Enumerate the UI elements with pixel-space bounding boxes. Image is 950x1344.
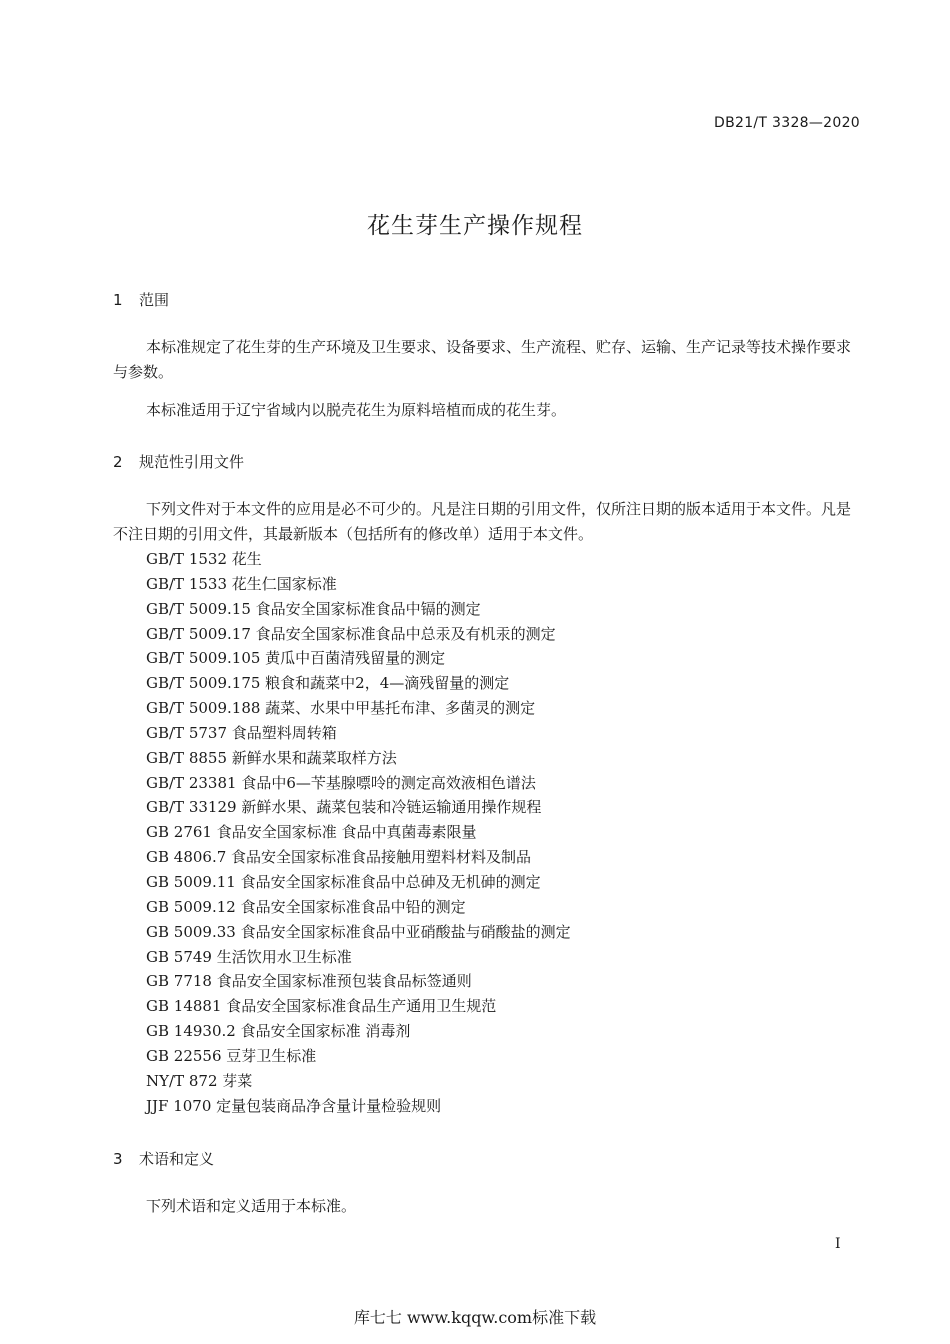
reference-item: GB/T 8855 新鲜水果和蔬菜取样方法 <box>146 748 397 767</box>
reference-list <box>146 547 571 1118</box>
section-number: 3 <box>113 1150 123 1168</box>
section-number: 1 <box>113 291 123 309</box>
reference-item: GB/T 1533 花生仁国家标准 <box>146 574 337 593</box>
reference-item: GB/T 5009.188 蔬菜、水果中甲基托布津、多菌灵的测定 <box>146 699 536 718</box>
reference-item: GB 14930.2 食品安全国家标准 消毒剂 <box>146 1022 411 1041</box>
reference-item: NY/T 872 芽菜 <box>146 1071 253 1090</box>
reference-item: GB 2761 食品安全国家标准 食品中真菌毒素限量 <box>146 823 477 842</box>
document-title: 花生芽生产操作规程 <box>367 213 583 239</box>
reference-item: GB/T 5009.17 食品安全国家标准食品中总汞及有机汞的测定 <box>146 624 556 643</box>
paragraph: 下列文件对于本文件的应用是必不可少的。凡是注日期的引用文件，仅所注日期的版本适用于本文件。凡是不注日期的引用文件，其最新版本（包括所有的修改单）适用于本文件。 <box>113 500 852 543</box>
footer-watermark-text: 库七七 www.kqqw.com标准下载 <box>353 1308 597 1327</box>
section-heading-2 <box>113 451 244 472</box>
reference-item: GB/T 33129 新鲜水果、蔬菜包装和冷链运输通用操作规程 <box>146 798 542 817</box>
standard-code: DB21/T 3328—2020 <box>714 115 860 131</box>
reference-item: GB/T 5009.105 黄瓜中百菌清残留量的测定 <box>146 649 446 668</box>
reference-item: JJF 1070 定量包装商品净含量计量检验规则 <box>146 1096 442 1115</box>
section-title: 范围 <box>139 291 170 309</box>
reference-item: GB 5009.33 食品安全国家标准食品中亚硝酸盐与硝酸盐的测定 <box>146 922 571 941</box>
paragraph: 下列术语和定义适用于本标准。 <box>146 1197 357 1215</box>
reference-item: GB/T 5009.15 食品安全国家标准食品中镉的测定 <box>146 599 481 618</box>
section-heading-1 <box>113 289 169 310</box>
reference-item: GB 5009.12 食品安全国家标准食品中铅的测定 <box>146 897 466 916</box>
reference-item: GB 5749 生活饮用水卫生标准 <box>146 947 352 966</box>
section-heading-3 <box>113 1148 214 1169</box>
paragraph: 本标准适用于辽宁省域内以脱壳花生为原料培植而成的花生芽。 <box>146 401 567 419</box>
reference-item: GB 4806.7 食品安全国家标准食品接触用塑料材料及制品 <box>146 848 532 867</box>
reference-item: GB 14881 食品安全国家标准食品生产通用卫生规范 <box>146 997 497 1016</box>
page-number: I <box>835 1236 841 1252</box>
reference-item: GB/T 1532 花生 <box>146 550 262 568</box>
reference-item: GB/T 5009.175 粮食和蔬菜中2，4—滴残留量的测定 <box>146 674 510 693</box>
reference-item: GB/T 23381 食品中6—苄基腺嘌呤的测定高效液相色谱法 <box>146 773 536 792</box>
reference-item: GB 5009.11 食品安全国家标准食品中总砷及无机砷的测定 <box>146 872 541 891</box>
reference-item: GB 22556 豆芽卫生标准 <box>146 1046 317 1065</box>
section-number: 2 <box>113 453 123 471</box>
reference-item: GB 7718 食品安全国家标准预包装食品标签通则 <box>146 972 472 991</box>
section-title: 规范性引用文件 <box>139 453 245 471</box>
paragraph: 本标准规定了花生芽的生产环境及卫生要求、设备要求、生产流程、贮存、运输、生产记录等技术操作要求与参数。 <box>113 338 852 381</box>
section-title: 术语和定义 <box>139 1150 215 1168</box>
reference-item: GB/T 5737 食品塑料周转箱 <box>146 723 337 742</box>
